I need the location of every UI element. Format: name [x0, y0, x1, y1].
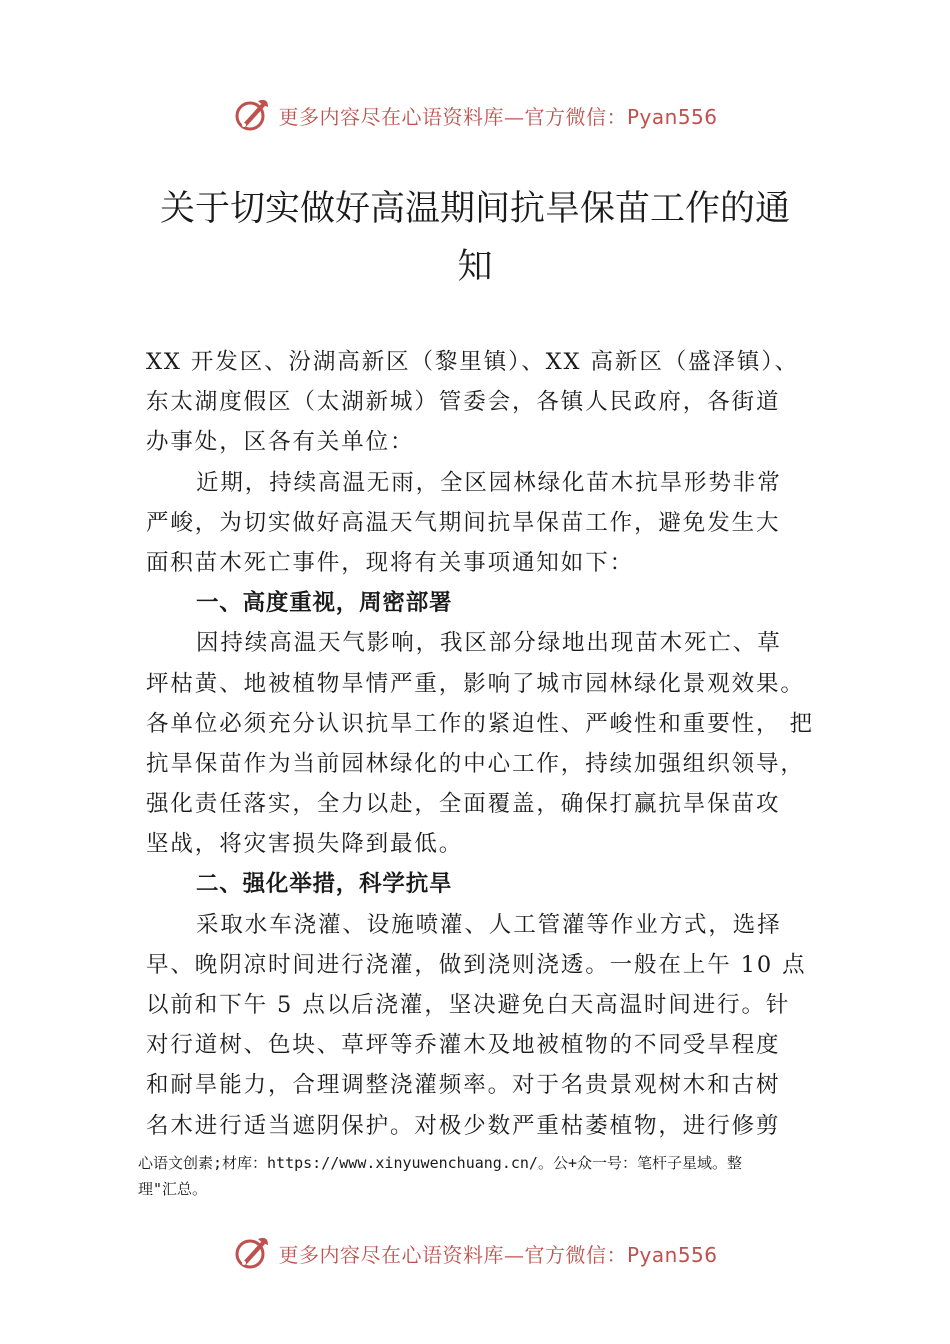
- banner-cn-text: 更多内容尽在心语资料库—官方微信：: [278, 1242, 627, 1267]
- body-line: 坚战，将灾害损失降到最低。: [146, 831, 464, 858]
- banner-wechat-id: Pyan556: [626, 104, 718, 129]
- quill-logo-icon: [232, 1233, 272, 1273]
- bottom-banner: [0, 1230, 950, 1276]
- body-line: 各单位必须充分认识抗旱工作的紧迫性、严峻性和重要性， 把: [146, 710, 814, 737]
- body-line: 名木进行适当遮阴保护。对极少数严重枯萎植物，进行修剪: [146, 1112, 781, 1139]
- body-line: XX 开发区、汾湖高新区（黎里镇）、XX 高新区（盛泽镇）、: [146, 349, 799, 375]
- body-line: 早、晚阴凉时间进行浇灌，做到浇则浇透。一般在上午 10 点: [146, 951, 807, 978]
- page-title: [0, 180, 950, 296]
- banner-text: [278, 101, 717, 130]
- banner-text: [278, 1239, 717, 1268]
- body-line: 坪枯黄、地被植物旱情严重，影响了城市园林绿化景观效果。: [146, 670, 805, 697]
- section-heading-1: 一、高度重视，周密部署: [196, 590, 453, 617]
- banner-cn-text: 更多内容尽在心语资料库—官方微信：: [278, 104, 627, 129]
- body-line: 以前和下午 5 点以后浇灌，坚决避免白天高温时间进行。针: [146, 992, 791, 1018]
- body-line: 强化责任落实，全力以赴，全面覆盖，确保打赢抗旱保苗攻: [146, 791, 781, 818]
- footnote: [138, 1150, 838, 1202]
- banner-wechat-id: Pyan556: [626, 1242, 718, 1267]
- title-line-1: 关于切实做好高温期间抗旱保苗工作的通: [159, 189, 790, 229]
- document-body: [146, 342, 816, 1146]
- body-line: 近期，持续高温无雨，全区园林绿化苗木抗旱形势非常: [196, 469, 782, 496]
- body-line: 因持续高温天气影响，我区部分绿地出现苗木死亡、草: [196, 630, 782, 657]
- body-line: 办事处，区各有关单位：: [146, 429, 415, 456]
- body-line: 东太湖度假区（太湖新城）管委会，各镇人民政府，各街道: [146, 389, 781, 416]
- quill-logo-icon: [232, 95, 272, 135]
- body-line: 抗旱保苗作为当前园林绿化的中心工作，持续加强组织领导，: [146, 750, 805, 777]
- body-line: 对行道树、色块、草坪等乔灌木及地被植物的不同受旱程度: [146, 1032, 781, 1059]
- footnote-line-1: 心语文创素;材库：https://www.xinyuwenchuang.cn/。公+众一号：笔杆子星域。整: [138, 1154, 742, 1172]
- section-heading-2: 二、强化举措，科学抗旱: [196, 871, 453, 898]
- top-banner: [0, 92, 950, 138]
- body-line: 面积苗木死亡事件，现将有关事项通知如下：: [146, 549, 635, 576]
- title-line-2: 知: [457, 247, 493, 287]
- body-line: 和耐旱能力，合理调整浇灌频率。对于名贵景观树木和古树: [146, 1072, 781, 1099]
- body-line: 严峻，为切实做好高温天气期间抗旱保苗工作，避免发生大: [146, 509, 781, 536]
- body-line: 采取水车浇灌、设施喷灌、人工管灌等作业方式，选择: [196, 911, 782, 938]
- footnote-line-2: 理"汇总。: [138, 1180, 208, 1198]
